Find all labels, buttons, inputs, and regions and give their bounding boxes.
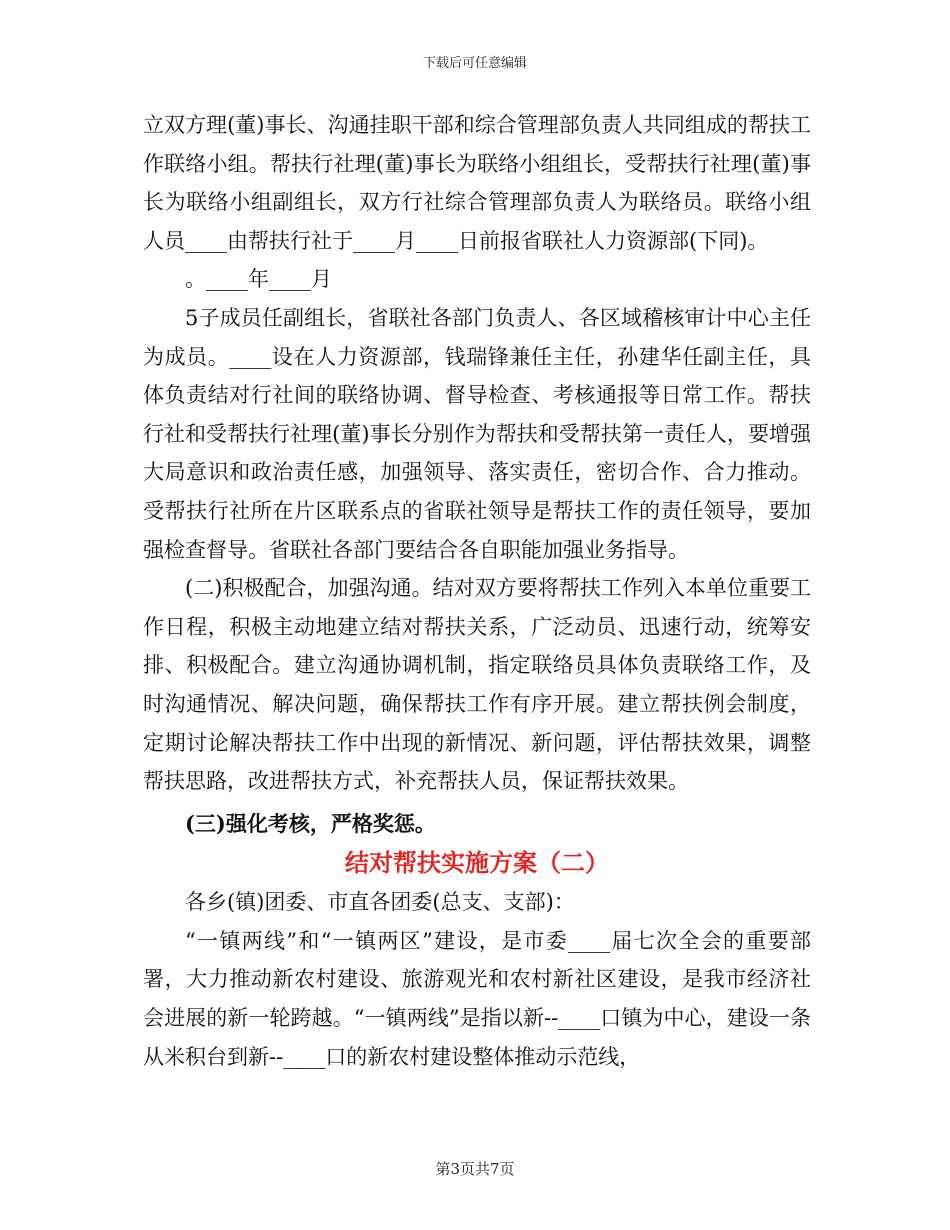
paragraph-date: 。____年____月 — [185, 267, 332, 292]
section-title: 结对帮扶实施方案（二） — [345, 849, 609, 878]
page-header: 下载后可任意编辑 — [422, 56, 527, 71]
paragraph-assessment-heading: (三)强化考核，严格奖惩。 — [185, 810, 436, 836]
paragraph-liaison-group: 立双方理(董)事长、沟通挂职干部和综合管理部负责人共同组成的帮扶工作联络小组。帮扶行社理(董)事长为联络小组组长，受帮扶行社理(董)事长为联络小组副组长，双方行社综合管理部负责人为联络员。联络小组人员____由帮扶行社于____月____日前报省联社人力资源部(下同)。 — [143, 113, 811, 253]
paragraph-intro: “一镇两线”和“一镇两区”建设，是市委____届七次全会的重要部署，大力推动新农村建设、旅游观光和农村新社区建设，是我市经济社会进展的新一轮跨越。“一镇两线”是指以新--____口镇为中心，建设一条从米积台到新--____口的新农村建设整体推动示范线， — [143, 928, 811, 1069]
document-body — [143, 106, 811, 1076]
paragraph-cooperation: (二)积极配合，加强沟通。结对双方要将帮扶工作列入本单位重要工作日程，积极主动地建立结对帮扶关系，广泛动员、迅速行动，统筹安排、积极配合。建立沟通协调机制，指定联络员具体负责联络工作，及时沟通情况、解决问题，确保帮扶工作有序开展。建立帮扶例会制度，定期讨论解决帮扶工作中出现的新情况、新问题，评估帮扶效果，调整帮扶思路，改进帮扶方式，补充帮扶人员，保证帮扶效果。 — [143, 576, 811, 794]
page-number: 第3页共7页 — [435, 1160, 515, 1178]
paragraph-members: 5子成员任副组长，省联社各部门负责人、各区域稽核审计中心主任为成员。____设在人力资源部，钱瑞锋兼任主任，孙建华任副主任，具体负责结对行社间的联络协调、督导检查、考核通报等日常工作。帮扶行社和受帮扶行社理(董)事长分别作为帮扶和受帮扶第一责任人，要增强大局意识和政治责任感，加强领导、落实责任，密切合作、合力推动。受帮扶行社所在片区联系点的省联社领导是帮扶工作的责任领导，要加强检查督导。省联社各部门要结合各自职能加强业务指导。 — [143, 305, 811, 562]
paragraph-salutation: 各乡(镇)团委、市直各团委(总支、支部)： — [185, 890, 575, 915]
